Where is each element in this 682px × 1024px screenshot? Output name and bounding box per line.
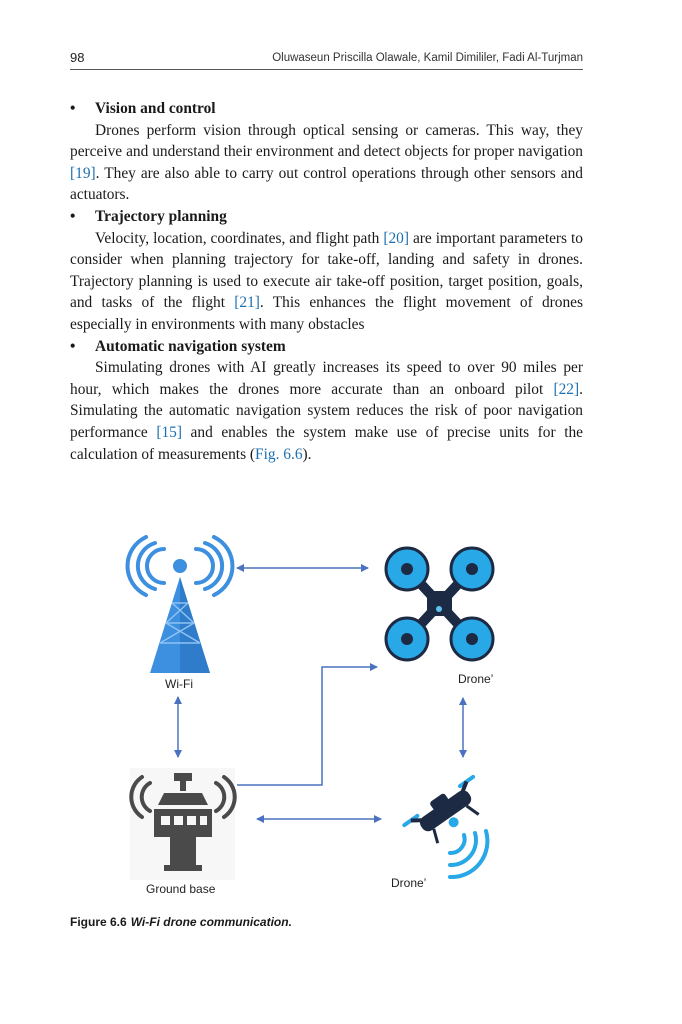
wifi-label: Wi-Fi bbox=[165, 677, 193, 691]
citation-link[interactable]: Fig. 6.6 bbox=[255, 445, 303, 463]
drone-top-label: Drone’ bbox=[458, 672, 494, 686]
figure-caption-text: Wi-Fi drone communication. bbox=[130, 915, 292, 929]
paragraph-text: . This enhances the flight movement of drones especially in environments with many obstacles bbox=[70, 294, 583, 333]
section-heading-text: Automatic navigation system bbox=[95, 337, 286, 355]
citation-link[interactable]: [19] bbox=[70, 164, 96, 182]
bullet-icon: • bbox=[70, 337, 76, 355]
drone-bottom-label: Drone’ bbox=[391, 876, 427, 890]
ground-base-label: Ground base bbox=[146, 882, 216, 896]
section-paragraph bbox=[70, 357, 583, 465]
paragraph-text: ). bbox=[302, 445, 312, 463]
section-heading bbox=[70, 98, 583, 120]
paragraph-text: . Simulating the automatic navigation system reduces the risk of poor navigation performance bbox=[70, 380, 583, 441]
section-heading-text: Trajectory planning bbox=[95, 207, 227, 225]
figure-caption-number: Figure 6.6 bbox=[70, 915, 127, 929]
signal-waves-icon bbox=[450, 831, 487, 877]
figure-caption bbox=[70, 915, 292, 929]
citation-link[interactable]: [21] bbox=[234, 294, 260, 312]
page-number: 98 bbox=[70, 50, 85, 65]
section-paragraph bbox=[70, 228, 583, 336]
section-heading-text: Vision and control bbox=[95, 100, 216, 117]
arrow-ground-drone-top bbox=[237, 667, 377, 785]
tilted-drone-icon bbox=[400, 772, 494, 854]
bullet-icon: • bbox=[70, 207, 76, 225]
section-heading bbox=[70, 206, 583, 228]
citation-link[interactable]: [20] bbox=[383, 229, 409, 247]
figure-diagram bbox=[120, 535, 520, 905]
paragraph-text: Velocity, location, coordinates, and flight path bbox=[95, 229, 384, 247]
paragraph-text: Simulating drones with AI greatly increases its speed to over 90 miles per hour, which makes the drones more accurate than an onboard pilot bbox=[70, 359, 583, 398]
quadcopter-drone-icon bbox=[386, 548, 493, 660]
running-head: Oluwaseun Priscilla Olawale, Kamil Dimililer, Fadi Al-Turjman bbox=[272, 52, 583, 64]
wifi-tower-icon bbox=[128, 537, 233, 673]
body-text bbox=[70, 98, 583, 465]
paragraph-text: and enables the system make use of precise units for the calculation of measurements ( bbox=[70, 423, 583, 463]
citation-link[interactable]: [15] bbox=[156, 423, 182, 441]
figure bbox=[120, 535, 520, 905]
paragraph-text: . They are also able to carry out control operations through other sensors and actuators. bbox=[70, 164, 583, 204]
paragraph-text: are important parameters to consider when planning trajectory for take-off, landing and safety in drones. Trajectory planning is used to execute air take-off position, target position, goals, and tasks of the flight bbox=[70, 229, 584, 312]
header-rule bbox=[70, 69, 583, 70]
paragraph-text: Drones perform vision through optical sensing or cameras. This way, they perceive and understand their environment and detect objects for proper navigation bbox=[70, 121, 583, 161]
section-paragraph bbox=[70, 120, 583, 206]
bullet-icon: • bbox=[70, 100, 76, 117]
section-heading bbox=[70, 336, 583, 358]
citation-link[interactable]: [22] bbox=[553, 380, 580, 398]
